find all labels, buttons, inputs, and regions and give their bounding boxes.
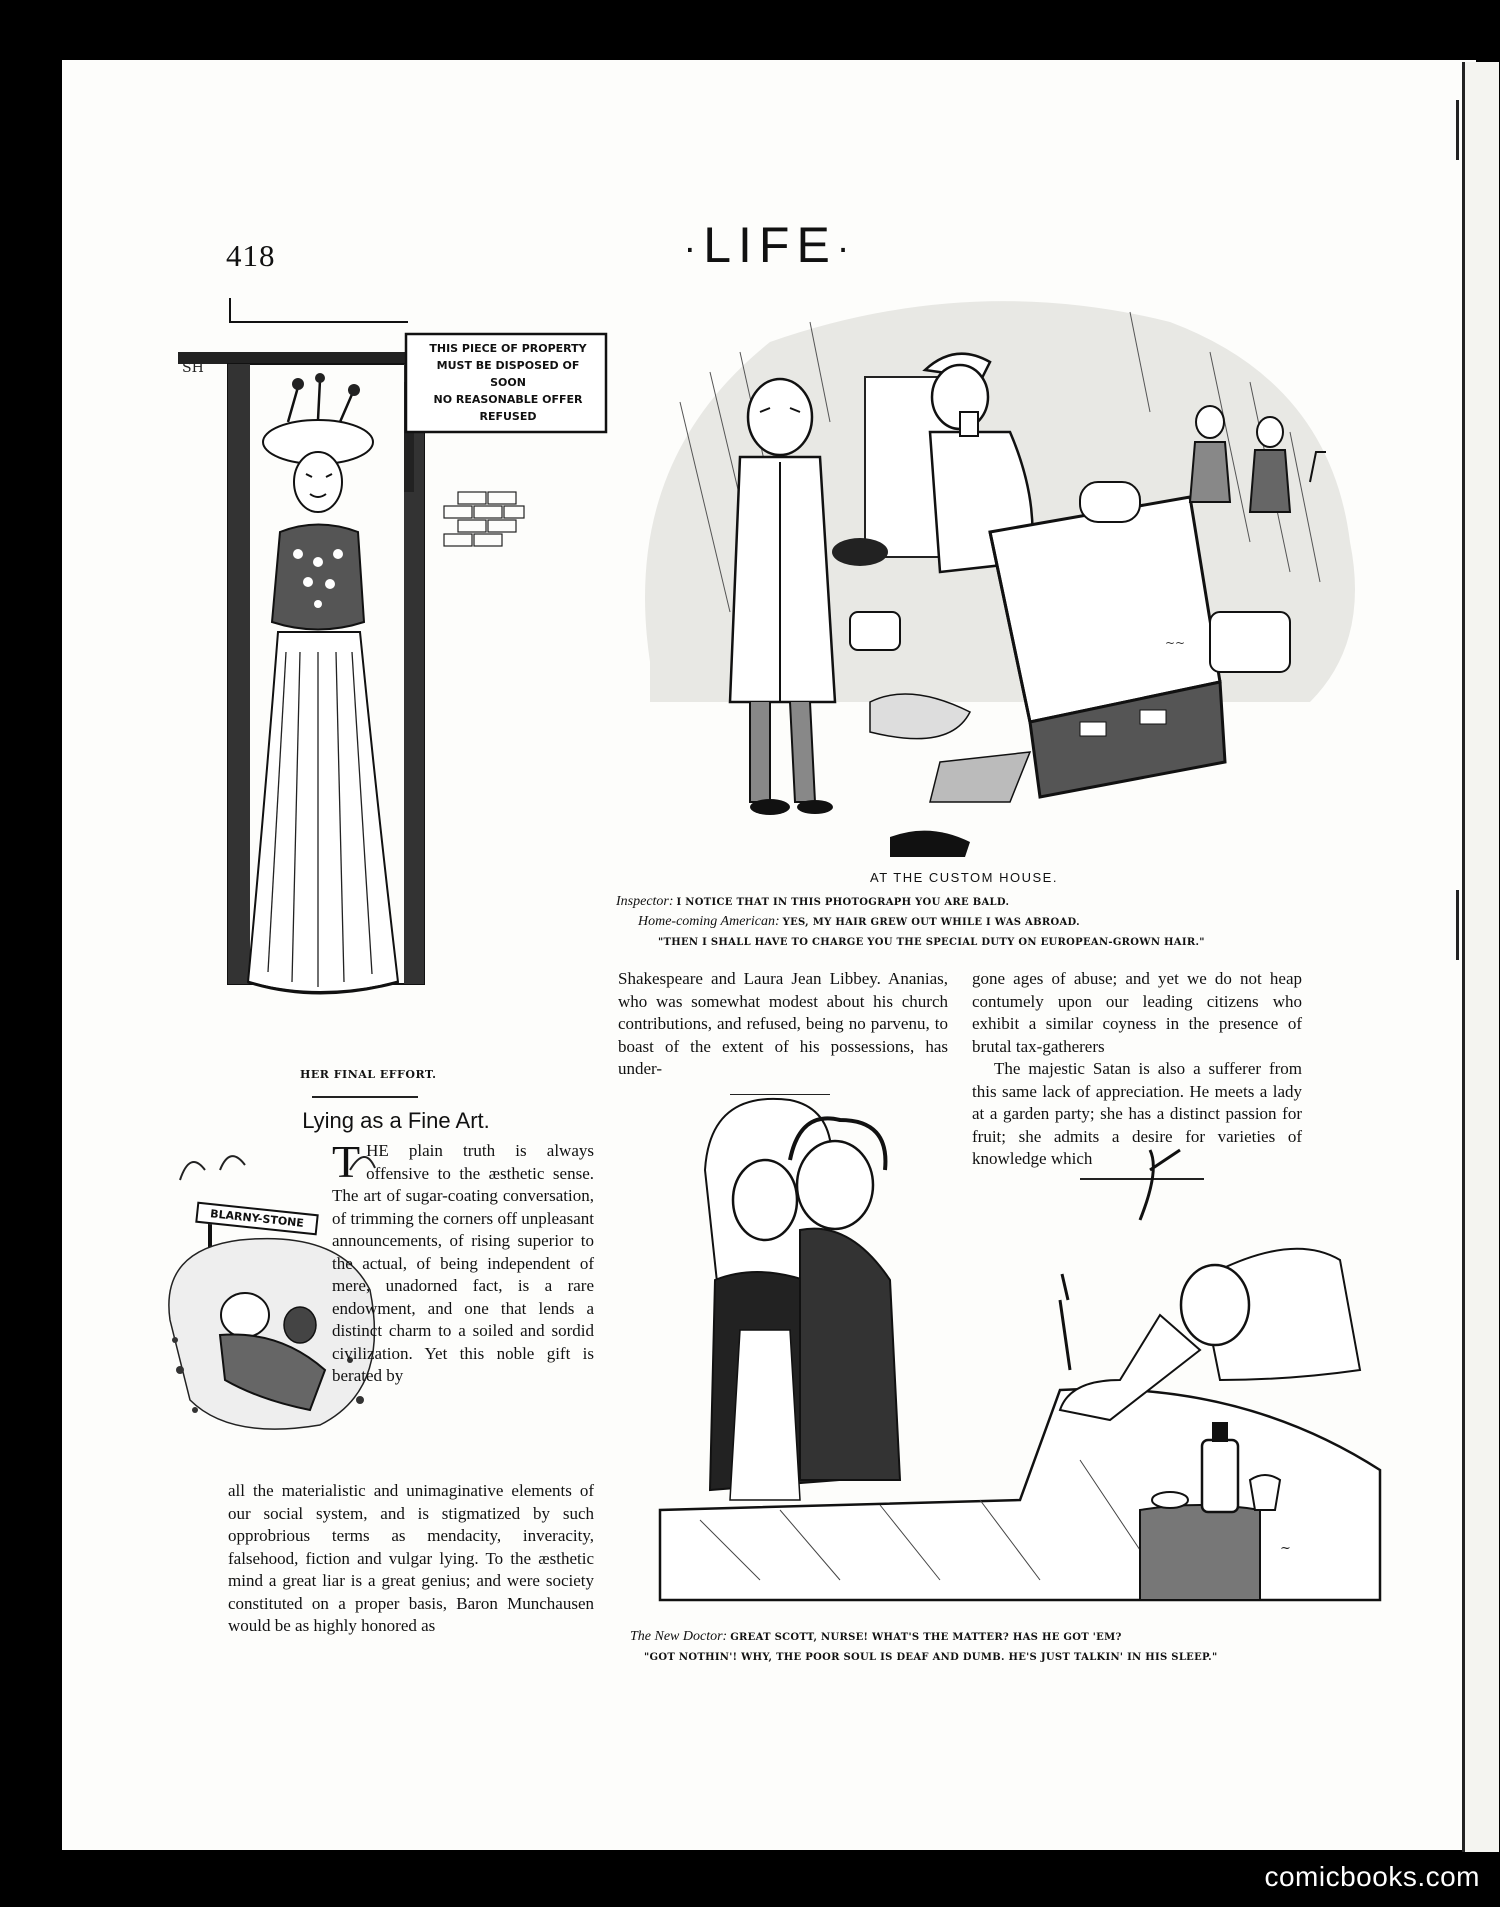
article-paragraph: all the materialistic and unimaginative elements of our social system, and is stigmatized by such opprobrious terms as mendacity, inveracity, falsehood, fiction and vulgar lying. To the æsthetic mind a great liar is a great genius; and were society constituted on a proper basis, Baron Munchausen would be as highly honored as [228,1481,594,1635]
dialog-text: "THEN I SHALL HAVE TO CHARGE YOU THE SPECIAL DUTY ON EUROPEAN-GROWN HAIR." [658,937,1205,948]
svg-text:~: ~ [1280,1541,1291,1556]
dialog-line [630,1647,1420,1667]
masthead [640,216,900,274]
sign-line: NO REASONABLE OFFER [433,393,583,406]
custom-house-title: AT THE CUSTOM HOUSE. [870,870,1058,885]
illustration-new-doctor [640,1080,1410,1620]
site-watermark: comicbooks.com [1264,1861,1480,1892]
masthead-title: LIFE [703,217,837,273]
masthead-dot-right: · [836,227,857,270]
blarney-sign: BLARNY-STONE [195,1202,319,1236]
masthead-dot-left: · [683,227,704,270]
dialog-text: "GOT NOTHIN'! WHY, THE POOR SOUL IS DEAF AND DUMB. HE'S JUST TALKIN' IN HIS SLEEP." [644,1652,1218,1663]
article-paragraph: gone ages of abuse; and yet we do not heap contumely upon our leading citizens who exhibit a similar coyness in the presence of brutal tax-gatherers [972,969,1302,1056]
article-paragraph: Shakespeare and Laura Jean Libbey. Ananias, who was somewhat modest about his church contributions, and refused, being no parvenu, to boast of the extent of his possessions, has under- [618,969,948,1078]
dialog-text: GREAT SCOTT, NURSE! WHAT'S THE MATTER? HAS HE GOT 'EM? [730,1632,1122,1643]
illustration-custom-house [610,282,1400,872]
caption-her-final-effort: HER FINAL EFFORT. [300,1068,437,1081]
speaker-inspector: Inspector: [616,894,674,909]
svg-text:~~: ~~ [1165,636,1186,650]
dialog-text: YES, MY HAIR GREW OUT WHILE I WAS ABROAD. [782,917,1080,928]
article-column-2 [618,968,948,1081]
dialog-line [616,912,1406,932]
sign-line: THIS PIECE OF PROPERTY [429,342,587,355]
binding-mark [1456,100,1459,160]
svg-text:SH: SH [182,360,204,376]
dialog-line [616,932,1406,952]
sign-line: MUST BE DISPOSED OF [436,359,580,372]
article-column-1 [228,1480,594,1638]
custom-house-dialog [616,892,1406,952]
article-column-1-lead [332,1136,594,1388]
dialog-line [630,1627,1420,1647]
page-number: 418 [226,238,276,273]
speaker-new-doctor: The New Doctor: [630,1629,728,1644]
sign-line: SOON [490,376,526,389]
doctor-dialog [630,1627,1420,1667]
dropcap: T [332,1136,361,1187]
article-paragraph: The majestic Satan is also a sufferer from this same lack of appreciation. He meets a lady at a garden party; she has a distinct passion for fruit; she admits a desire for varieties of knowledge which [972,1059,1302,1168]
article-paragraph: HE plain truth is always offensive to the æsthetic sense. The art of sugar-coating conversation, of trimming the corners off unpleasant announcements, of rising superior to the actual, of being independent of mere, unadorned fact, is a rare endowment, and one that lends a distinct charm to a soiled and sordid civilization. Yet this noble gift is berated by [332,1141,594,1385]
dialog-line [616,892,1406,912]
property-sign [410,340,606,425]
next-page-edge [1462,62,1499,1852]
speaker-american: Home-coming American: [638,914,780,929]
sign-line: REFUSED [479,410,537,423]
article-title: Lying as a Fine Art. [302,1108,490,1133]
divider [312,1096,418,1098]
dialog-text: I NOTICE THAT IN THIS PHOTOGRAPH YOU ARE BALD. [676,897,1010,908]
binding-mark [1456,890,1459,960]
